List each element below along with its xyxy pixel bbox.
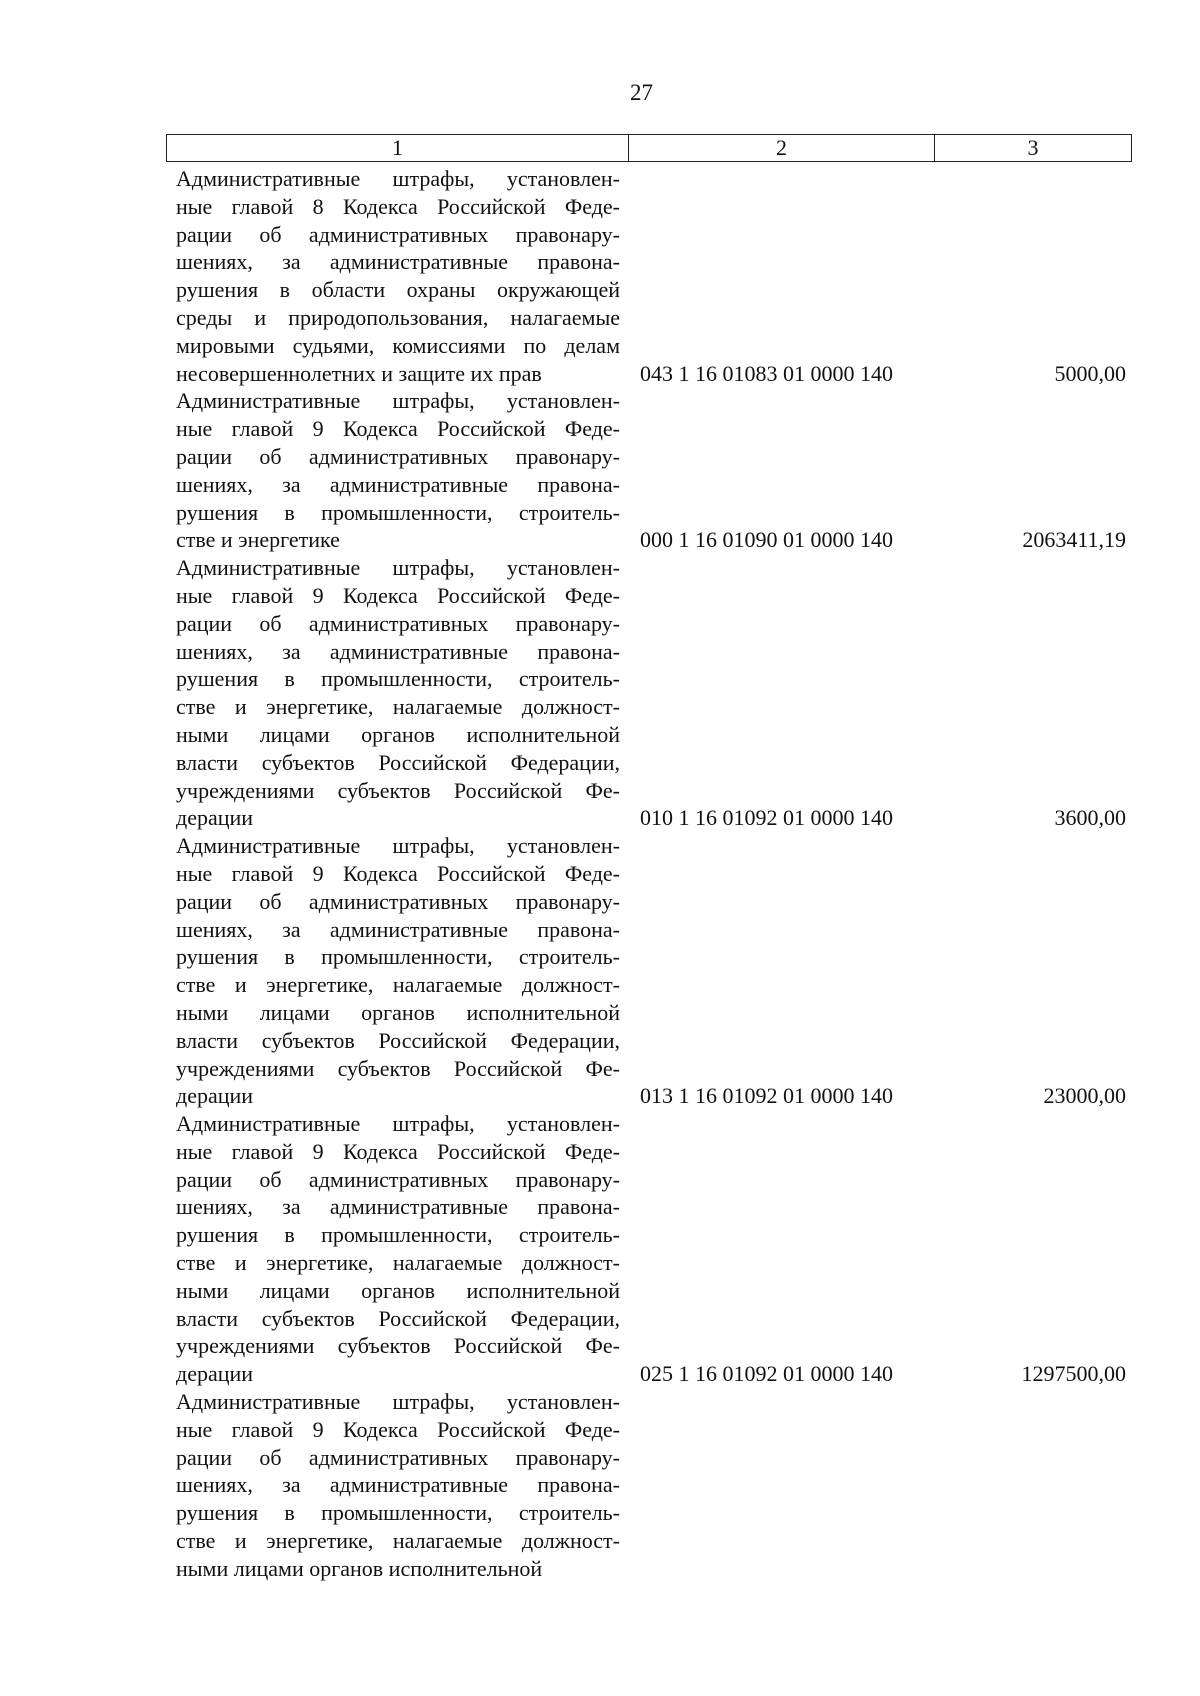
description-line: ными лицами органов исполнительной <box>176 721 620 747</box>
description-line: шениях, за административные правона- <box>176 1194 620 1220</box>
description-line: ные главой 8 Кодекса Российской Феде- <box>176 193 620 219</box>
description-line: стве и энергетике, налагаемые должност- <box>176 1528 620 1554</box>
description-line: ные главой 9 Кодекса Российской Феде- <box>176 582 620 608</box>
table-row <box>176 1110 1126 1388</box>
row-budget-code: 013 1 16 01092 01 0000 140 <box>640 1083 893 1109</box>
description-line: шениях, за административные правона- <box>176 638 620 664</box>
row-amount: 2063411,19 <box>1022 527 1126 553</box>
description-line: стве и энергетике, налагаемые должност- <box>176 694 620 720</box>
description-line: стве и энергетике, налагаемые должност- <box>176 972 620 998</box>
description-line: Административные штрафы, установлен- <box>176 1389 620 1415</box>
description-line: шениях, за административные правона- <box>176 471 620 497</box>
description-line: несовершеннолетних и защите их прав <box>176 360 542 386</box>
description-line: учреждениями субъектов Российской Фе- <box>176 777 620 803</box>
description-line: стве и энергетике <box>176 527 340 553</box>
description-line: власти субъектов Российской Федерации, <box>176 1027 620 1053</box>
table-header-col-2: 2 <box>629 135 935 161</box>
description-line: дерации <box>176 1361 254 1387</box>
description-line: рушения в области охраны окружающей <box>176 277 620 303</box>
description-line: дерации <box>176 805 254 831</box>
description-line: ные главой 9 Кодекса Российской Феде- <box>176 416 620 442</box>
description-line: рации об административных правонару- <box>176 221 620 247</box>
description-line: Административные штрафы, установлен- <box>176 388 620 414</box>
row-budget-code: 043 1 16 01083 01 0000 140 <box>640 360 893 386</box>
row-budget-code: 025 1 16 01092 01 0000 140 <box>640 1361 893 1387</box>
description-line: ными лицами органов исполнительной <box>176 999 620 1025</box>
row-budget-code: 010 1 16 01092 01 0000 140 <box>640 805 893 831</box>
description-line: Административные штрафы, установлен- <box>176 555 620 581</box>
description-line: шениях, за административные правона- <box>176 916 620 942</box>
table-row <box>176 554 1126 832</box>
description-line: рушения в промышленности, строитель- <box>176 944 620 970</box>
table-header-col-3: 3 <box>1027 135 1039 160</box>
row-description <box>176 832 620 1110</box>
row-budget-code: 000 1 16 01090 01 0000 140 <box>640 527 893 553</box>
description-line: ными лицами органов исполнительной <box>176 1277 620 1303</box>
description-line: власти субъектов Российской Федерации, <box>176 1305 620 1331</box>
description-line: ные главой 9 Кодекса Российской Феде- <box>176 860 620 886</box>
table-row <box>176 387 1126 554</box>
row-amount: 1297500,00 <box>1021 1361 1126 1387</box>
description-line: Административные штрафы, установлен- <box>176 833 620 859</box>
description-line: власти субъектов Российской Федерации, <box>176 749 620 775</box>
description-line: рушения в промышленности, строитель- <box>176 499 620 525</box>
table-row <box>176 832 1126 1110</box>
table-header <box>166 134 1132 162</box>
row-description <box>176 1110 620 1388</box>
row-description <box>176 554 620 832</box>
description-line: рушения в промышленности, строитель- <box>176 666 620 692</box>
table-body <box>176 165 1126 1583</box>
description-line: рации об административных правонару- <box>176 888 620 914</box>
description-line: дерации <box>176 1083 254 1109</box>
description-line: мировыми судьями, комиссиями по делам <box>176 332 620 358</box>
description-line: учреждениями субъектов Российской Фе- <box>176 1333 620 1359</box>
description-line: шениях, за административные правона- <box>176 1472 620 1498</box>
table-header-col-1: 1 <box>167 135 629 161</box>
description-line: рушения в промышленности, строитель- <box>176 1222 620 1248</box>
description-line: шениях, за административные правона- <box>176 249 620 275</box>
table-row <box>176 165 1126 387</box>
description-line: среды и природопользования, налагаемые <box>176 304 620 330</box>
table-row <box>176 1388 1126 1583</box>
row-description <box>176 165 620 387</box>
description-line: ные главой 9 Кодекса Российской Феде- <box>176 1416 620 1442</box>
description-line: учреждениями субъектов Российской Фе- <box>176 1055 620 1081</box>
description-line: Административные штрафы, установлен- <box>176 1111 620 1137</box>
description-line: ные главой 9 Кодекса Российской Феде- <box>176 1138 620 1164</box>
description-line: Административные штрафы, установлен- <box>176 166 620 191</box>
description-line: рушения в промышленности, строитель- <box>176 1500 620 1526</box>
description-line: стве и энергетике, налагаемые должност- <box>176 1250 620 1276</box>
row-amount: 5000,00 <box>1054 360 1126 386</box>
row-amount: 3600,00 <box>1054 805 1126 831</box>
description-line: рации об административных правонару- <box>176 610 620 636</box>
row-description <box>176 387 620 554</box>
row-amount: 23000,00 <box>1043 1083 1126 1109</box>
description-line: рации об административных правонару- <box>176 443 620 469</box>
description-line: рации об административных правонару- <box>176 1166 620 1192</box>
description-line: ными лицами органов исполнительной <box>176 1555 543 1581</box>
page-number: 27 <box>630 80 653 105</box>
description-line: рации об административных правонару- <box>176 1444 620 1470</box>
row-description <box>176 1388 620 1583</box>
